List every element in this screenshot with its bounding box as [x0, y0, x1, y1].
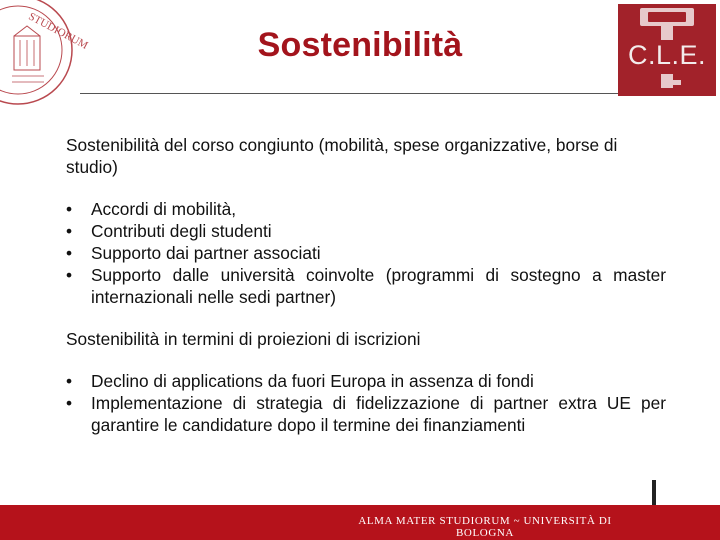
list-item: • Accordi di mobilità, [66, 199, 237, 219]
list-item: • Declino di applications da fuori Europa in assenza di fondi [66, 371, 534, 391]
footer-university-name: ALMA MATER STUDIORUM ~ UNIVERSITÀ DI BOLOGNA [358, 515, 612, 539]
bullet-icon: • [66, 243, 73, 263]
bullet-icon: • [66, 371, 73, 391]
cle-logo [618, 4, 716, 96]
bullet-icon: • [66, 393, 73, 413]
bullet-icon: • [66, 265, 73, 285]
cle-logo-text: C.L.E. [627, 40, 707, 70]
title-divider [80, 93, 620, 94]
bullet-icon: • [66, 199, 73, 219]
list-item: • Supporto dalle università coinvolte (programmi di sostegno a master internazionali nelle sedi partner) [66, 265, 666, 307]
footer-bar [0, 505, 720, 540]
section2-bullet-list [66, 370, 666, 436]
university-seal-icon [0, 0, 90, 100]
section1-bullet-list [66, 198, 666, 308]
page-title: Sostenibilità [257, 26, 463, 64]
section1-intro: Sostenibilità del corso congiunto (mobilità, spese organizzative, borse di studio) [66, 135, 618, 177]
section2-intro: Sostenibilità in termini di proiezioni di iscrizioni [66, 329, 421, 349]
svg-text:STUDIORUM: STUDIORUM [26, 10, 90, 52]
slide-body [66, 134, 666, 436]
list-item: • Implementazione di strategia di fidelizzazione di partner extra UE per garantire le candidature dopo il termine dei finanziamenti [66, 393, 666, 435]
list-item: • Supporto dai partner associati [66, 243, 321, 263]
bullet-icon: • [66, 221, 73, 241]
list-item: • Contributi degli studenti [66, 221, 272, 241]
